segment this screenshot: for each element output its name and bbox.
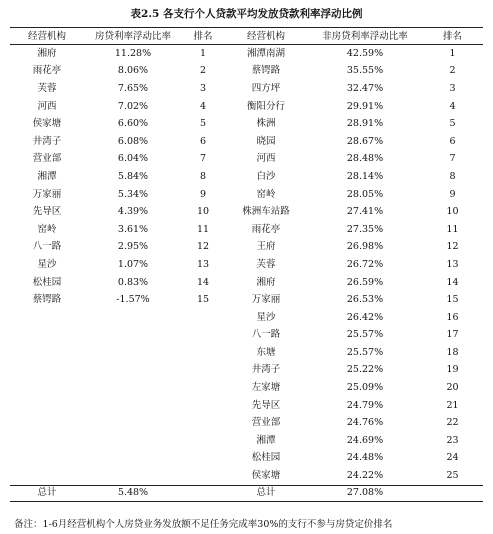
right-rank-cell: 12 bbox=[446, 241, 459, 253]
right-rate-cell: 24.76% bbox=[346, 417, 384, 429]
right-rate-cell: 24.48% bbox=[346, 452, 384, 464]
right-org-cell: 万家丽 bbox=[251, 294, 281, 306]
right-rank-cell: 19 bbox=[446, 364, 459, 376]
left-rate-cell: 5.84% bbox=[117, 170, 149, 182]
right-rank-cell: 18 bbox=[446, 346, 459, 358]
right-org-cell: 株洲车站路 bbox=[242, 206, 290, 218]
left-org-cell: 雨花亭 bbox=[32, 65, 62, 77]
right-rate-cell: 26.98% bbox=[346, 241, 384, 253]
left-org-cell: 先导区 bbox=[32, 206, 62, 218]
left-rate-cell: 5.34% bbox=[117, 188, 149, 200]
left-rank-cell bbox=[182, 414, 224, 432]
right-org-cell: 白沙 bbox=[256, 170, 276, 182]
right-rate-cell: 28.91% bbox=[346, 118, 384, 130]
left-rank-cell bbox=[182, 379, 224, 397]
right-rank-cell: 1 bbox=[449, 47, 456, 59]
left-org-cell: 河西 bbox=[37, 100, 57, 112]
right-rank-cell: 25 bbox=[446, 470, 459, 482]
left-org-cell: 芙蓉 bbox=[37, 82, 57, 94]
left-org-cell bbox=[10, 450, 84, 468]
table-row bbox=[10, 256, 483, 274]
left-org-cell: 八一路 bbox=[32, 241, 62, 253]
right-org-cell: 八一路 bbox=[251, 329, 281, 341]
right-rank-cell: 23 bbox=[446, 434, 459, 446]
right-rate-cell: 42.59% bbox=[346, 47, 384, 59]
right-org-cell: 星沙 bbox=[256, 311, 276, 323]
right-rank-cell: 8 bbox=[449, 170, 456, 182]
left-org-cell: 侯家塘 bbox=[32, 118, 62, 130]
table-row bbox=[10, 379, 483, 397]
left-rank-cell: 2 bbox=[199, 65, 207, 77]
left-org-cell bbox=[10, 327, 84, 345]
table-row bbox=[10, 98, 483, 116]
left-rank-cell: 8 bbox=[199, 170, 207, 182]
left-org-cell: 窑岭 bbox=[37, 223, 57, 235]
left-rate-cell bbox=[84, 344, 182, 362]
right-org-cell: 营业部 bbox=[251, 417, 281, 429]
left-org-cell bbox=[10, 362, 84, 380]
table-row bbox=[10, 397, 483, 415]
right-org-cell: 株洲 bbox=[256, 118, 276, 130]
total-empty-cell bbox=[182, 485, 224, 501]
rate-table bbox=[10, 27, 483, 502]
left-rank-cell: 13 bbox=[196, 258, 210, 270]
left-rate-cell bbox=[84, 467, 182, 485]
right-rate-cell: 25.09% bbox=[346, 382, 384, 394]
right-org-cell: 四方坪 bbox=[251, 82, 281, 94]
right-org-cell: 先导区 bbox=[251, 399, 281, 411]
total-value-left: 5.48% bbox=[117, 487, 149, 499]
left-rate-cell bbox=[84, 309, 182, 327]
table-header bbox=[10, 28, 483, 45]
left-org-cell bbox=[10, 432, 84, 450]
right-rank-cell: 22 bbox=[446, 417, 459, 429]
right-rate-cell: 28.05% bbox=[346, 188, 384, 200]
table-row bbox=[10, 63, 483, 81]
left-rate-cell: 11.28% bbox=[114, 47, 152, 59]
left-rate-cell: 0.83% bbox=[117, 276, 149, 288]
left-org-cell bbox=[10, 467, 84, 485]
right-rate-cell: 32.47% bbox=[346, 82, 384, 94]
right-rank-cell: 15 bbox=[446, 294, 459, 306]
left-rank-cell: 4 bbox=[199, 100, 207, 112]
right-rate-cell: 28.67% bbox=[346, 135, 384, 147]
table-row bbox=[10, 274, 483, 292]
table-row bbox=[10, 115, 483, 133]
table-row bbox=[10, 80, 483, 98]
right-rate-cell: 27.41% bbox=[346, 206, 384, 218]
header-org-right: 经营机构 bbox=[246, 31, 285, 42]
right-rank-cell: 6 bbox=[449, 135, 456, 147]
table-row bbox=[10, 432, 483, 450]
right-rank-cell: 3 bbox=[449, 82, 456, 94]
right-rank-cell: 24 bbox=[446, 452, 459, 464]
right-rate-cell: 25.57% bbox=[346, 346, 384, 358]
right-org-cell: 芙蓉 bbox=[256, 258, 276, 270]
table-row bbox=[10, 133, 483, 151]
left-rate-cell bbox=[84, 379, 182, 397]
left-rank-cell: 3 bbox=[199, 82, 207, 94]
left-rate-cell: 8.06% bbox=[117, 65, 149, 77]
left-rate-cell: -1.57% bbox=[116, 294, 150, 306]
header-rank-right: 排名 bbox=[442, 31, 462, 42]
right-rank-cell: 14 bbox=[446, 276, 459, 288]
right-org-cell: 衡阳分行 bbox=[246, 100, 285, 112]
left-rate-cell: 6.04% bbox=[117, 153, 149, 165]
left-rate-cell bbox=[84, 450, 182, 468]
right-org-cell: 雨花亭 bbox=[251, 223, 281, 235]
right-rank-cell: 4 bbox=[449, 100, 456, 112]
table-row bbox=[10, 362, 483, 380]
total-label-left: 总计 bbox=[37, 487, 57, 499]
total-value-right: 27.08% bbox=[346, 487, 384, 499]
left-rank-cell bbox=[182, 450, 224, 468]
left-org-cell bbox=[10, 379, 84, 397]
table-row bbox=[10, 309, 483, 327]
left-rate-cell: 6.08% bbox=[117, 135, 149, 147]
right-rank-cell: 5 bbox=[449, 118, 456, 130]
left-org-cell bbox=[10, 309, 84, 327]
right-org-cell: 松桂园 bbox=[251, 452, 281, 464]
left-rank-cell: 11 bbox=[196, 223, 210, 235]
left-rate-cell: 7.65% bbox=[117, 82, 149, 94]
right-org-cell: 晓园 bbox=[256, 135, 276, 147]
table-title: 表2.5 各支行个人贷款平均发放贷款利率浮动比例 bbox=[130, 8, 363, 20]
left-rank-cell: 9 bbox=[199, 188, 207, 200]
right-rank-cell: 20 bbox=[446, 382, 459, 394]
table-row bbox=[10, 291, 483, 309]
left-org-cell: 星沙 bbox=[37, 258, 57, 270]
right-rate-cell: 27.35% bbox=[346, 223, 384, 235]
left-rank-cell bbox=[182, 467, 224, 485]
left-org-cell bbox=[10, 414, 84, 432]
left-rate-cell: 4.39% bbox=[117, 206, 149, 218]
table-row bbox=[10, 327, 483, 345]
left-rate-cell: 7.02% bbox=[117, 100, 149, 112]
left-rank-cell: 7 bbox=[199, 153, 207, 165]
right-rate-cell: 25.57% bbox=[346, 329, 384, 341]
left-org-cell: 湘府 bbox=[37, 47, 57, 59]
left-org-cell: 松桂园 bbox=[32, 276, 62, 288]
table-row bbox=[10, 151, 483, 169]
right-rank-cell: 2 bbox=[449, 65, 456, 77]
left-rank-cell: 15 bbox=[196, 294, 210, 306]
right-org-cell: 湘潭南湖 bbox=[246, 47, 285, 59]
right-rate-cell: 24.69% bbox=[346, 434, 384, 446]
right-rank-cell: 11 bbox=[446, 223, 459, 235]
total-empty-cell bbox=[422, 485, 483, 501]
table-row bbox=[10, 221, 483, 239]
left-rank-cell bbox=[182, 362, 224, 380]
right-rate-cell: 24.79% bbox=[346, 399, 384, 411]
table-row bbox=[10, 414, 483, 432]
left-rank-cell bbox=[182, 344, 224, 362]
right-rank-cell: 16 bbox=[446, 311, 459, 323]
right-org-cell: 井湾子 bbox=[251, 364, 281, 376]
total-label-right: 总计 bbox=[256, 487, 276, 499]
header-non-mortgage-rate: 非房贷利率浮动比率 bbox=[322, 31, 408, 42]
right-org-cell: 湘潭 bbox=[256, 434, 276, 446]
left-rate-cell: 3.61% bbox=[117, 223, 149, 235]
header-mortgage-rate: 房贷利率浮动比率 bbox=[94, 31, 171, 42]
right-rate-cell: 35.55% bbox=[346, 65, 384, 77]
right-rank-cell: 9 bbox=[449, 188, 456, 200]
total-row bbox=[10, 485, 483, 501]
right-rank-cell: 7 bbox=[449, 153, 456, 165]
left-org-cell: 井湾子 bbox=[32, 135, 62, 147]
left-rank-cell: 5 bbox=[199, 118, 207, 130]
right-rank-cell: 21 bbox=[446, 399, 459, 411]
table-row bbox=[10, 45, 483, 63]
left-org-cell: 湘潭 bbox=[37, 170, 57, 182]
right-rate-cell: 28.14% bbox=[346, 170, 384, 182]
left-rate-cell bbox=[84, 362, 182, 380]
left-rate-cell bbox=[84, 397, 182, 415]
table-note: 备注：1-6月经营机构个人房贷业务发放额不足任务完成率30%的支行不参与房贷定价排名 bbox=[14, 519, 393, 530]
right-org-cell: 蔡锷路 bbox=[251, 65, 281, 77]
left-rank-cell: 12 bbox=[196, 241, 210, 253]
left-org-cell bbox=[10, 344, 84, 362]
table-row bbox=[10, 168, 483, 186]
left-rate-cell: 1.07% bbox=[117, 258, 149, 270]
table-row bbox=[10, 239, 483, 257]
right-rate-cell: 25.22% bbox=[346, 364, 384, 376]
table-row bbox=[10, 467, 483, 485]
left-rate-cell bbox=[84, 327, 182, 345]
left-rank-cell: 10 bbox=[196, 206, 210, 218]
left-org-cell: 蔡锷路 bbox=[32, 294, 62, 306]
table-body bbox=[10, 45, 483, 486]
table-row bbox=[10, 344, 483, 362]
left-rate-cell bbox=[84, 432, 182, 450]
right-rate-cell: 26.53% bbox=[346, 294, 384, 306]
right-org-cell: 河西 bbox=[256, 153, 276, 165]
right-org-cell: 湘府 bbox=[256, 276, 276, 288]
right-rank-cell: 13 bbox=[446, 258, 459, 270]
right-rate-cell: 29.91% bbox=[346, 100, 384, 112]
right-org-cell: 侯家塘 bbox=[251, 470, 281, 482]
right-org-cell: 窑岭 bbox=[256, 188, 276, 200]
header-org-left: 经营机构 bbox=[27, 31, 66, 42]
left-org-cell bbox=[10, 397, 84, 415]
table-row bbox=[10, 450, 483, 468]
left-rank-cell bbox=[182, 327, 224, 345]
right-rate-cell: 24.22% bbox=[346, 470, 384, 482]
left-rank-cell: 14 bbox=[196, 276, 210, 288]
left-rank-cell: 1 bbox=[199, 47, 207, 59]
left-org-cell: 万家丽 bbox=[32, 188, 62, 200]
right-rank-cell: 10 bbox=[446, 206, 459, 218]
left-rate-cell: 2.95% bbox=[117, 241, 149, 253]
right-org-cell: 左家塘 bbox=[251, 382, 281, 394]
right-rank-cell: 17 bbox=[446, 329, 459, 341]
right-rate-cell: 26.42% bbox=[346, 311, 384, 323]
left-rank-cell bbox=[182, 432, 224, 450]
left-org-cell: 营业部 bbox=[32, 153, 62, 165]
table-row bbox=[10, 203, 483, 221]
header-rank-left: 排名 bbox=[193, 31, 213, 42]
right-org-cell: 王府 bbox=[256, 241, 276, 253]
left-rate-cell: 6.60% bbox=[117, 118, 149, 130]
table-row bbox=[10, 186, 483, 204]
left-rank-cell bbox=[182, 309, 224, 327]
left-rank-cell: 6 bbox=[199, 135, 207, 147]
right-rate-cell: 26.59% bbox=[346, 276, 384, 288]
left-rank-cell bbox=[182, 397, 224, 415]
right-rate-cell: 28.48% bbox=[346, 153, 384, 165]
right-rate-cell: 26.72% bbox=[346, 258, 384, 270]
left-rate-cell bbox=[84, 414, 182, 432]
right-org-cell: 东塘 bbox=[256, 346, 276, 358]
